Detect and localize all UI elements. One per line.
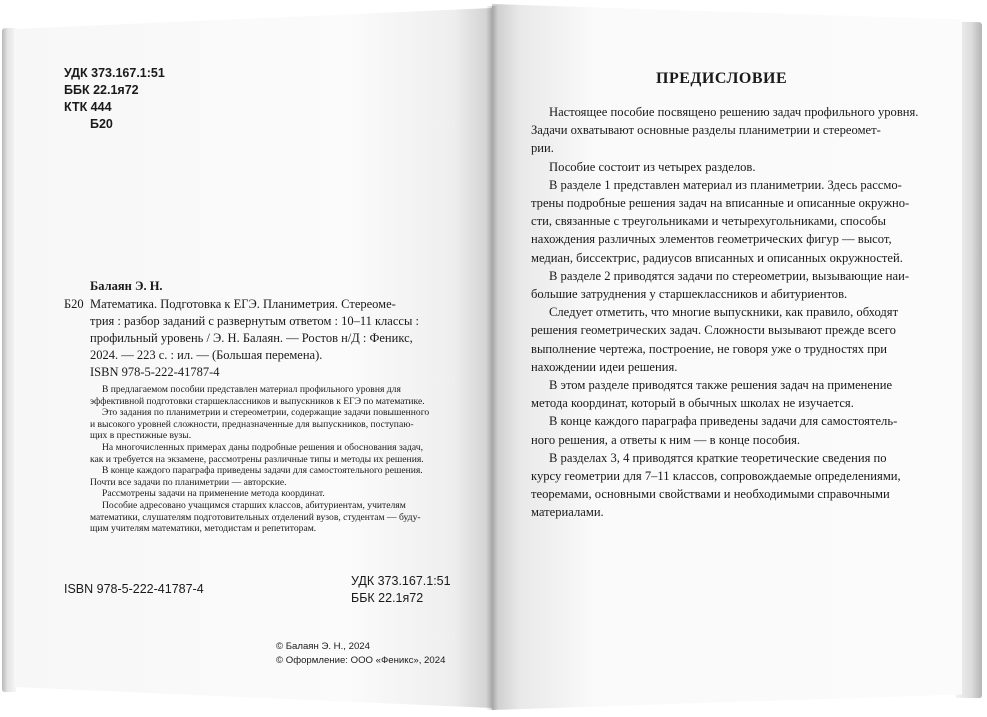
preface-line: нахождении идеи решения. [531, 359, 678, 374]
preface-line: большие затруднения у старшеклассников и абитуриентов. [531, 287, 848, 302]
bib-line: трия : разбор заданий с развернутым ответом : 10–11 классы : [90, 314, 419, 328]
preface-heading: ПРЕДИСЛОВИЕ [656, 70, 788, 87]
preface-line: материалами. [531, 505, 604, 520]
preface-line: рии. [531, 141, 554, 156]
preface-line: решения геометрических задач. Сложности вызывают прежде всего [531, 323, 896, 338]
ktk-code: КТК 444 [64, 100, 112, 114]
udk-code: УДК 373.167.1:51 [64, 66, 165, 80]
bib-line: профильный уровень / Э. Н. Балаян. — Ростов н/Д : Феникс, [90, 331, 413, 345]
annotation-line: Почти все задачи по планиметрии — авторские. [90, 476, 287, 488]
preface-line: В конце каждого параграфа приведены задачи для самостоятель- [549, 414, 898, 429]
preface-line: ного решения, а ответы к ним — в конце пособия. [531, 432, 801, 447]
preface-line: трены подробные решения задач на вписанные и описанные окружно- [531, 196, 910, 211]
preface-line: теоремами, основными свойствами и необходимыми справочными [531, 487, 890, 502]
bib-line: 2024. — 223 с. : ил. — (Большая перемена). [90, 348, 323, 362]
copyright-design: © Оформление: ООО «Феникс», 2024 [276, 655, 446, 666]
preface-line: В разделе 2 приводятся задачи по стереометрии, вызывающие наи- [549, 268, 910, 283]
annotation-line: На многочисленных примерах даны подробные решения и обоснования задач, [102, 441, 423, 453]
annotation-line: В предлагаемом пособии представлен материал профильного уровня для [102, 384, 401, 395]
preface-line: нахождения различных элементов геометрических фигур — высот, [531, 232, 892, 247]
preface-line: В разделах 3, 4 приводятся краткие теоретические сведения по [549, 450, 887, 465]
copyright-author: © Балаян Э. Н., 2024 [276, 641, 370, 652]
cutter-side-code: Б20 [64, 297, 84, 311]
isbn-line: ISBN 978-5-222-41787-4 [90, 365, 220, 379]
preface-line: сти, связанные с треугольниками и четырехугольниками, способы [531, 214, 886, 229]
annotation-line: Пособие адресовано учащимся старших классов, абитуриентам, учителям [102, 499, 406, 511]
bottom-bbk: ББК 22.1я72 [351, 591, 424, 605]
annotation-line: и высокого уровней сложности, предназначенные для выпускников, поступаю- [90, 418, 414, 430]
annotation-line: как и требуется на экзамене, рассмотрены различные типы и методы их решения. [90, 453, 424, 465]
annotation-line: щим учителям математики, методистам и репетиторам. [90, 523, 317, 535]
book-spine-shadow [486, 6, 498, 710]
annotation [90, 384, 429, 535]
bbk-code: ББК 22.1я72 [64, 83, 139, 97]
bottom-isbn: ISBN 978-5-222-41787-4 [64, 582, 204, 596]
preface-line: метода координат, который в обычных школах не изучается. [531, 396, 854, 411]
preface-line: медиан, биссектрис, радиусов вписанных и описанных окружностей. [531, 250, 903, 265]
preface-line: Настоящее пособие посвящено решению задач профильного уровня. [549, 105, 919, 119]
preface-line: выполнение чертежа, построение, не говоря уже о трудностях при [531, 341, 888, 356]
annotation-line: Это задания по планиметрии и стереометрии, содержащие задачи повышенного [102, 407, 430, 419]
annotation-line: щих в престижные вузы. [90, 430, 192, 442]
author-heading: Балаян Э. Н. [90, 279, 163, 293]
bibliographic-record [90, 296, 419, 364]
bib-line: Математика. Подготовка к ЕГЭ. Планиметрия. Стереоме- [90, 297, 396, 311]
annotation-line: Рассмотрены задачи на применение метода координат. [102, 488, 325, 500]
preface-line: Пособие состоит из четырех разделов. [549, 159, 756, 174]
preface-line: Следует отметить, что многие выпускники, как правило, обходят [549, 305, 899, 320]
left-page-edges [2, 28, 16, 692]
annotation-line: эффективной подготовки старшеклассников и выпускников к ЕГЭ по математике. [90, 395, 425, 407]
annotation-line: В конце каждого параграфа приведены задачи для самостоятельного решения. [102, 465, 423, 477]
preface-line: В этом разделе приводятся также решения задач на применение [549, 378, 893, 393]
preface-body [531, 103, 918, 522]
cutter-code: Б20 [90, 117, 113, 131]
preface-line: Задачи охватывают основные разделы планиметрии и стереомет- [531, 123, 881, 138]
preface-line: В разделе 1 представлен материал из планиметрии. Здесь рассмо- [549, 177, 902, 192]
page-title [656, 70, 787, 88]
annotation-line: математики, слушателям подготовительных отделений вузов, студентам — буду- [90, 511, 421, 523]
bottom-udk: УДК 373.167.1:51 [351, 574, 451, 588]
preface-line: курсу геометрии для 7–11 классов, сопровождаемые определениями, [531, 469, 901, 484]
